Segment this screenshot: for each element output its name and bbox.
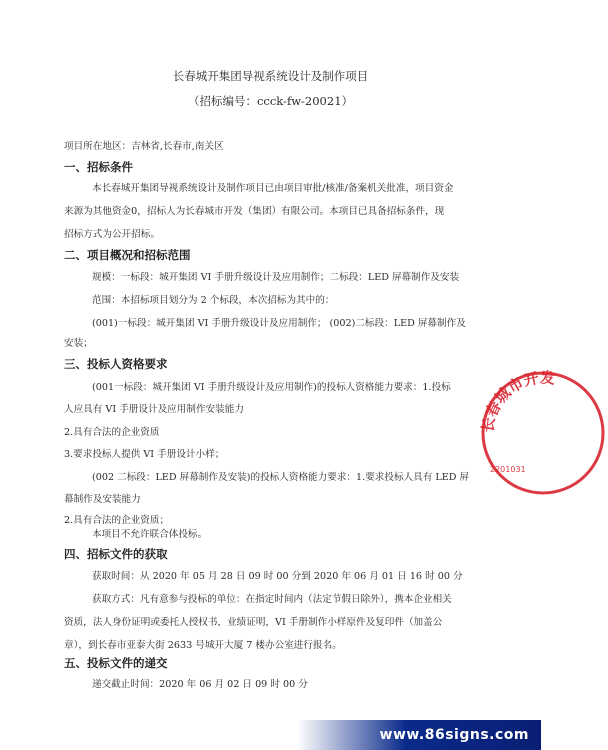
section-heading-project-overview: 二、项目概况和招标范围 xyxy=(64,248,191,262)
paragraph-line: 本长春城开集团导视系统设计及制作项目已由项目审批/核准/备案机关批准，项目资金 xyxy=(92,183,454,194)
paragraph-line: 2.具有合法的企业资质 xyxy=(64,427,160,438)
watermark-banner xyxy=(0,720,541,750)
paragraph-line: (002 二标段：LED 屏幕制作及安装)的投标人资格能力要求：1.要求投标人具有 LED 屏 xyxy=(92,472,470,483)
company-seal xyxy=(478,368,608,498)
paragraph-line: 递交截止时间：2020 年 06 月 02 日 09 时 00 分 xyxy=(92,679,308,690)
project-location: 项目所在地区：吉林省,长春市,南关区 xyxy=(64,141,224,152)
document-title: 长春城开集团导视系统设计及制作项目 xyxy=(172,69,369,83)
paragraph-line: 规模：一标段：城开集团 VI 手册升级设计及应用制作；二标段：LED 屏幕制作及安装 xyxy=(92,272,460,283)
svg-text:长春城市开发 xyxy=(479,369,556,434)
bid-number: （招标编号：ccck-fw-20021） xyxy=(187,94,354,108)
paragraph-line: 幕制作及安装能力 xyxy=(64,494,141,505)
paragraph-line: 资质，法人身份证明或委托人授权书，业绩证明，VI 手册制作小样原件及复印件（加盖公 xyxy=(64,617,443,628)
paragraph-line: 获取方式：凡有意参与投标的单位：在指定时间内（法定节假日除外），携本企业相关 xyxy=(92,594,452,605)
section-heading-bidding-conditions: 一、招标条件 xyxy=(64,160,133,174)
paragraph-line: (001)一标段：城开集团 VI 手册升级设计及应用制作； (002)二标段：LED 屏幕制作及 xyxy=(92,318,466,329)
seal-text: 长春城市开发 xyxy=(478,368,556,434)
paragraph-line: 安装； xyxy=(64,338,93,349)
paragraph-line: 2.具有合法的企业资质； xyxy=(64,515,170,526)
section-heading-submission: 五、投标文件的递交 xyxy=(64,656,168,670)
paragraph-line: 章），到长春市亚泰大街 2633 号城开大厦 7 楼办公室进行报名。 xyxy=(64,640,342,651)
paragraph-line: 来源为其他资金0，招标人为长春城市开发（集团）有限公司。本项目已具备招标条件，现 xyxy=(64,206,445,217)
paragraph-line: 招标方式为公开招标。 xyxy=(64,229,160,240)
seal-code: 2201031 xyxy=(490,465,526,474)
watermark-text: www.86signs.com xyxy=(379,727,529,743)
paragraph-line: 本项目不允许联合体投标。 xyxy=(92,529,208,540)
paragraph-line: 人应具有 VI 手册设计及应用制作安装能力 xyxy=(64,404,244,415)
paragraph-line: 范围：本招标项目划分为 2 个标段，本次招标为其中的： xyxy=(92,295,335,306)
paragraph-line: (001一标段：城开集团 VI 手册升级设计及应用制作)的投标人资格能力要求：1.投标 xyxy=(92,382,451,393)
section-heading-bidder-qualifications: 三、投标人资格要求 xyxy=(64,357,168,371)
paragraph-line: 获取时间：从 2020 年 05 月 28 日 09 时 00 分到 2020 年 06 月 01 日 16 时 00 分 xyxy=(92,571,463,582)
section-heading-obtaining-documents: 四、招标文件的获取 xyxy=(64,547,168,561)
paragraph-line: 3.要求投标人提供 VI 手册设计小样； xyxy=(64,449,225,460)
